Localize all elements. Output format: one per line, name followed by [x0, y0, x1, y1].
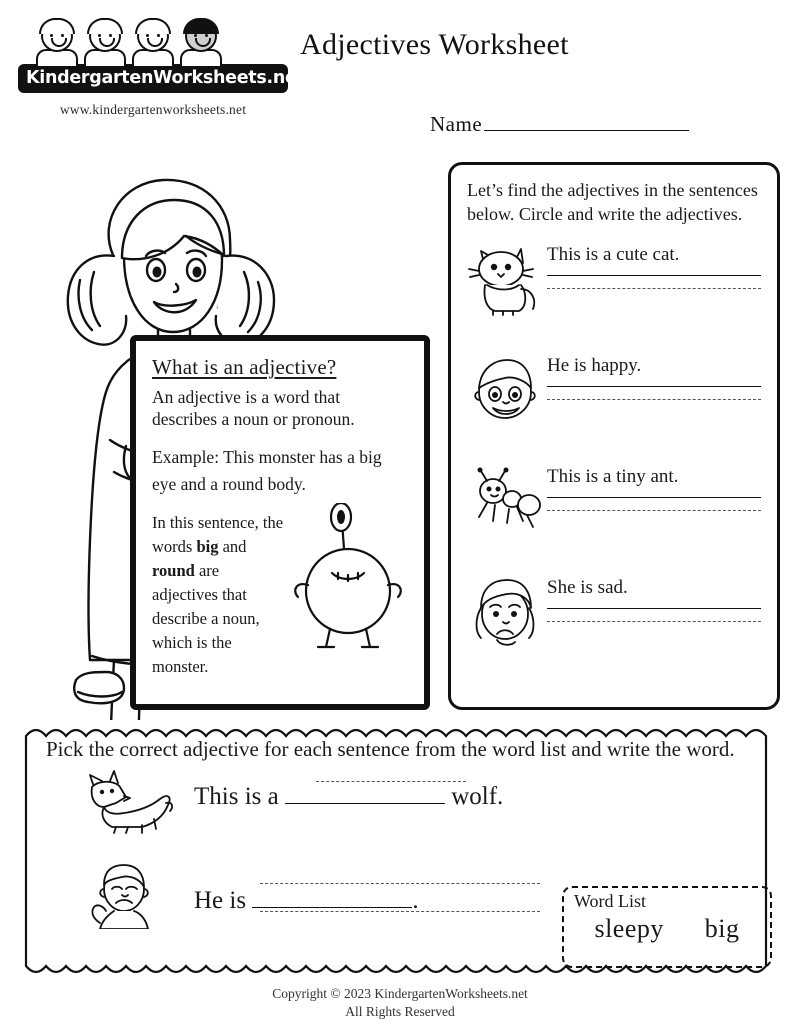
sentence-row-4: [467, 570, 761, 675]
boy-dashed-guide-2: [260, 911, 540, 912]
write-line-2b[interactable]: [547, 399, 761, 400]
ant-icon: [467, 463, 543, 541]
wolf-sentence-post: wolf.: [451, 782, 504, 810]
write-line-4a[interactable]: [547, 608, 761, 609]
happy-boy-icon: [467, 352, 543, 430]
site-url: www.kindergartenworksheets.net: [59, 102, 247, 117]
definition-p3-mid: and: [218, 536, 247, 556]
name-field[interactable]: [430, 112, 689, 137]
sad-girl-icon: [467, 574, 543, 652]
wolf-dashed-guide: [316, 781, 466, 782]
write-line-4b[interactable]: [547, 621, 761, 622]
definition-bold-round: round: [152, 560, 195, 580]
sentence-row-3: [467, 459, 761, 564]
copyright-text: Copyright © 2023 KindergartenWorksheets.net: [272, 986, 528, 1001]
word-activity-instructions: Pick the correct adjective for each sentence from the word list and write the word.: [46, 737, 735, 761]
page-footer: [0, 985, 800, 1021]
wolf-sentence-pre: This is a: [194, 782, 279, 810]
wolf-answer-blank[interactable]: [285, 783, 445, 804]
wolf-icon: [80, 769, 176, 835]
word-list-activity-box: [20, 722, 780, 980]
sentence-row-1: [467, 237, 761, 342]
sentence-text-1: This is a cute cat.: [547, 243, 680, 265]
adjective-definition-box: [130, 335, 430, 710]
monster-illustration: [288, 503, 408, 653]
write-line-3b[interactable]: [547, 510, 761, 511]
definition-bold-big: big: [196, 536, 219, 556]
sentence-text-2: He is happy.: [547, 354, 642, 376]
kids-illustration: [34, 18, 288, 66]
boy-sentence-pre: He is: [194, 886, 247, 914]
site-logo[interactable]: [18, 18, 305, 118]
circle-adjectives-box: [448, 162, 780, 710]
name-label: Name: [430, 112, 483, 136]
circle-instructions: Let’s find the adjectives in the sentences below. Circle and write the adjectives.: [467, 180, 758, 224]
definition-p3-pre: In this sentence, the words: [152, 513, 284, 556]
kid-icon-3: [130, 18, 176, 66]
rights-text: All Rights Reserved: [345, 1004, 455, 1020]
write-line-2a[interactable]: [547, 386, 761, 387]
cat-icon: [467, 241, 543, 319]
wolf-sentence: [194, 783, 503, 811]
definition-paragraph-1: An adjective is a word that describes a noun or pronoun.: [152, 387, 355, 430]
logo-wordmark: KindergartenWorksheets.net: [18, 64, 288, 93]
word-option-sleepy[interactable]: sleepy: [594, 913, 664, 943]
wolf-sentence-row: [42, 769, 758, 835]
definition-p3-post: are adjectives that describe a noun, which is the monster.: [152, 560, 260, 676]
boy-dashed-guide-1: [260, 883, 540, 884]
page-header: [0, 0, 800, 150]
sentence-row-2: [467, 348, 761, 453]
sleepy-boy-icon: [80, 863, 176, 929]
definition-paragraph-3: [152, 511, 286, 678]
word-option-big[interactable]: big: [704, 913, 740, 943]
definition-paragraph-2: Example: This monster has a big eye and a round body.: [152, 446, 382, 494]
word-list-box: [562, 886, 772, 968]
boy-answer-blank[interactable]: [252, 887, 412, 908]
name-blank[interactable]: [484, 114, 689, 131]
page-title: Adjectives Worksheet: [300, 28, 569, 61]
boy-sentence-post: .: [412, 886, 419, 914]
word-list-title: Word List: [574, 891, 647, 911]
kid-icon-1: [34, 18, 80, 66]
sentence-text-4: She is sad.: [547, 576, 628, 598]
write-line-1a[interactable]: [547, 275, 761, 276]
definition-title: What is an adjective?: [152, 355, 337, 379]
write-line-1b[interactable]: [547, 288, 761, 289]
kid-icon-2: [82, 18, 128, 66]
sentence-text-3: This is a tiny ant.: [547, 465, 679, 487]
kid-icon-4: [178, 18, 224, 66]
write-line-3a[interactable]: [547, 497, 761, 498]
